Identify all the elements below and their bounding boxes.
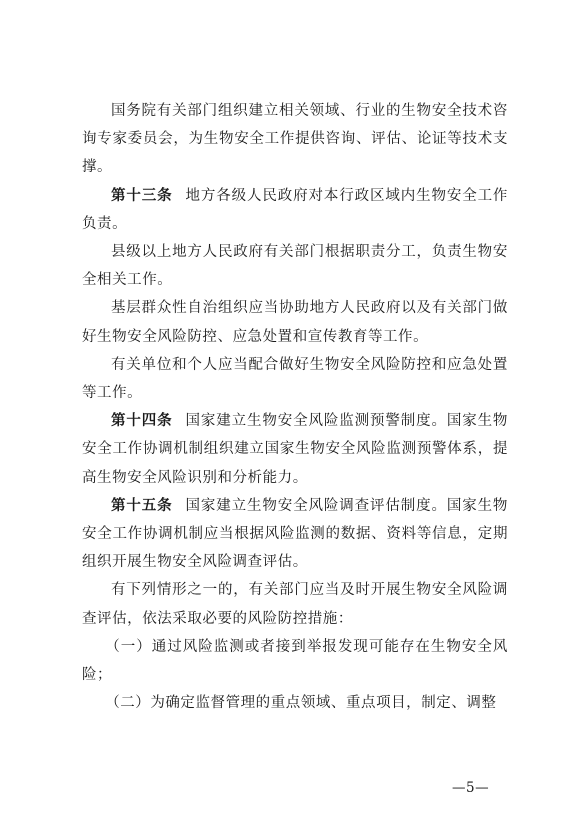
- paragraph-circumstances-intro: [82, 576, 508, 632]
- article-number: 第十四条: [111, 412, 173, 430]
- paragraph-text: （一）通过风险监测或者接到举报发现可能存在生物安全风险；: [82, 638, 508, 684]
- paragraph-text: 国务院有关部门组织建立相关领域、行业的生物安全技术咨询专家委员会，为生物安全工作提供咨询、评估、论证等技术支撑。: [82, 103, 508, 176]
- paragraph-grassroots-organizations: [82, 294, 508, 350]
- article-14-paragraph: [82, 407, 508, 492]
- paragraph-text: 基层群众性自治组织应当协助地方人民政府以及有关部门做好生物安全风险防控、应急处置和宣传教育等工作。: [82, 300, 508, 345]
- paragraph-county-departments: [82, 238, 508, 294]
- paragraph-text: 县级以上地方人民政府有关部门根据职责分工，负责生物安全相关工作。: [82, 244, 508, 289]
- article-number: 第十三条: [111, 186, 173, 204]
- paragraph-text: （二）为确定监督管理的重点领域、重点项目，制定、调整: [105, 695, 497, 712]
- paragraph-text: 有关单位和个人应当配合做好生物安全风险防控和应急处置等工作。: [82, 356, 508, 402]
- article-15-paragraph: [82, 492, 508, 577]
- paragraph-text: 有下列情形之一的，有关部门应当及时开展生物安全风险调查评估，依法采取必要的风险防控措施：: [82, 582, 508, 627]
- list-item-2: [82, 689, 508, 717]
- page-number: —5—: [452, 780, 490, 796]
- document-body: [82, 97, 508, 717]
- article-number: 第十五条: [111, 496, 173, 514]
- paragraph-text: 国家建立生物安全风险调查评估制度。国家生物安全工作协调机制应当根据风险监测的数据、资料等信息，定期组织开展生物安全风险调查评估。: [82, 497, 508, 571]
- paragraph-text: 地方各级人民政府对本行政区域内生物安全工作负责。: [82, 187, 508, 232]
- paragraph-text: 国家建立生物安全风险监测预警制度。国家生物安全工作协调机制组织建立国家生物安全风险监测预警体系，提高生物安全风险识别和分析能力。: [82, 413, 508, 486]
- paragraph-units-individuals: [82, 351, 508, 407]
- paragraph-advisory-committee: [82, 97, 508, 182]
- article-13-paragraph: [82, 182, 508, 238]
- list-item-1: [82, 633, 508, 689]
